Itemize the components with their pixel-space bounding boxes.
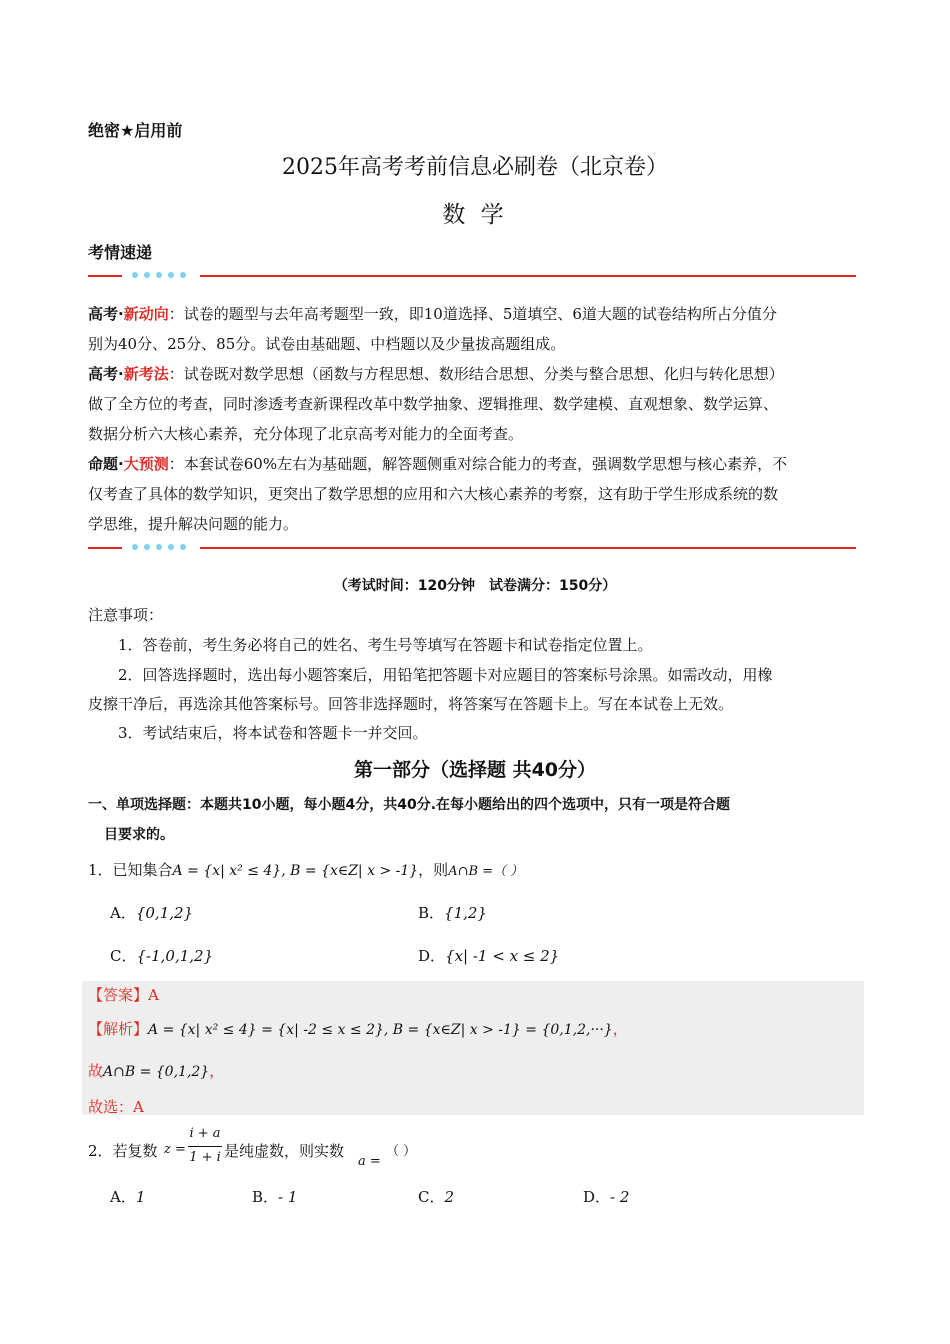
overview-item-prediction: 命题·大预测：本套试卷60%左右为基础题，解答题侧重对综合能力的考查，强调数学思想与核心素养，不 — [88, 455, 788, 473]
q2-option-d[interactable]: D．- 2 — [583, 1188, 630, 1206]
q1-analysis-line2: 故A∩B = {0,1,2}， — [88, 1062, 225, 1080]
q1-option-c[interactable]: C．{-1,0,1,2} — [110, 947, 214, 965]
part1-instruction-line2: 目要求的。 — [104, 827, 174, 843]
q2-middle: 是纯虚数，则实数 — [224, 1142, 345, 1160]
q2-numerator: i + a — [189, 1126, 221, 1141]
overview-item-new-method: 高考·新考法：试卷既对数学思想（函数与方程思想、数形结合思想、分类与整合思想、化归与转化思想） — [88, 365, 784, 383]
overview-item-new-method-line2: 做了全方位的考查，同时渗透考查新课程改革中数学抽象、逻辑推理、数学建模、直观想象、数学运算、 — [88, 395, 779, 413]
notes-line-1: 1．答卷前，考生务必将自己的姓名、考生号等填写在答题卡和试卷指定位置上。 — [118, 636, 653, 654]
q1-option-b[interactable]: B．{1,2} — [418, 904, 487, 922]
divider-bottom — [88, 540, 856, 556]
overview-item-new-method-line3: 数据分析六大核心素养，充分体现了北京高考对能力的全面考查。 — [88, 425, 524, 443]
q1-conclusion: 故选：A — [88, 1098, 144, 1116]
q2-fraction-bar — [188, 1146, 222, 1147]
overview-item-new-trend-line2: 别为40分、25分、85分。试卷由基础题、中档题以及少量拔高题组成。 — [88, 335, 566, 353]
divider-top — [88, 268, 856, 284]
overview-item-prediction-line3: 学思维，提升解决问题的能力。 — [88, 515, 299, 533]
q2-paren: （ ） — [386, 1144, 417, 1159]
notes-heading: 注意事项： — [88, 606, 164, 624]
notes-line-2: 2．回答选择题时，选出每小题答案后，用铅笔把答题卡对应题目的答案标号涂黑。如需改动，用橡 — [118, 666, 773, 684]
notes-line-3: 皮擦干净后，再选涂其他答案标号。回答非选择题时，将答案写在答题卡上。写在本试卷上无效。 — [88, 695, 734, 713]
q2-prefix: 2．若复数 — [88, 1142, 158, 1160]
q2-denominator: 1 + i — [189, 1150, 221, 1165]
part1-instruction: 一、单项选择题：本题共10小题，每小题4分，共40分.在每小题给出的四个选项中，只有一项是符合题 — [88, 797, 731, 813]
q2-a: a = — [358, 1154, 381, 1169]
secret-label: 绝密★启用前 — [88, 121, 183, 140]
exam-info: （考试时间：120分钟 试卷满分：150分） — [333, 578, 617, 594]
q2-option-b[interactable]: B．- 1 — [252, 1188, 298, 1206]
exam-title: 2025年高考考前信息必刷卷（北京卷） — [282, 155, 668, 180]
part1-title: 第一部分（选择题 共40分） — [353, 759, 597, 781]
q1-analysis-box — [82, 981, 864, 1115]
q2-option-a[interactable]: A．1 — [110, 1188, 146, 1206]
q1-analysis-line1: 【解析】A = {x| x² ≤ 4} = {x| -2 ≤ x ≤ 2}, B = {x∈Z| x > -1} = {0,1,2,···}， — [88, 1020, 628, 1038]
q1-option-d[interactable]: D．{x| -1 < x ≤ 2} — [418, 947, 560, 965]
overview-item-new-trend: 高考·新动向：试卷的题型与去年高考题型一致，即10道选择、5道填空、6道大题的试卷结构所占分值分 — [88, 305, 777, 323]
subject-title: 数 学 — [442, 202, 508, 228]
q2-z: z = — [164, 1142, 186, 1157]
notes-line-4: 3．考试结束后，将本试卷和答题卡一并交回。 — [118, 724, 428, 742]
q2-option-c[interactable]: C．2 — [418, 1188, 455, 1206]
question-1: 1．已知集合A = {x| x² ≤ 4}, B = {x∈Z| x > -1}，则A∩B =（ ） — [88, 861, 524, 879]
q1-answer: 【答案】A — [88, 986, 159, 1004]
overview-item-prediction-line2: 仅考查了具体的数学知识，更突出了数学思想的应用和六大核心素养的考察，这有助于学生形成系统的数 — [88, 485, 779, 503]
overview-heading: 考情速递 — [88, 243, 153, 262]
q1-option-a[interactable]: A．{0,1,2} — [110, 904, 194, 922]
